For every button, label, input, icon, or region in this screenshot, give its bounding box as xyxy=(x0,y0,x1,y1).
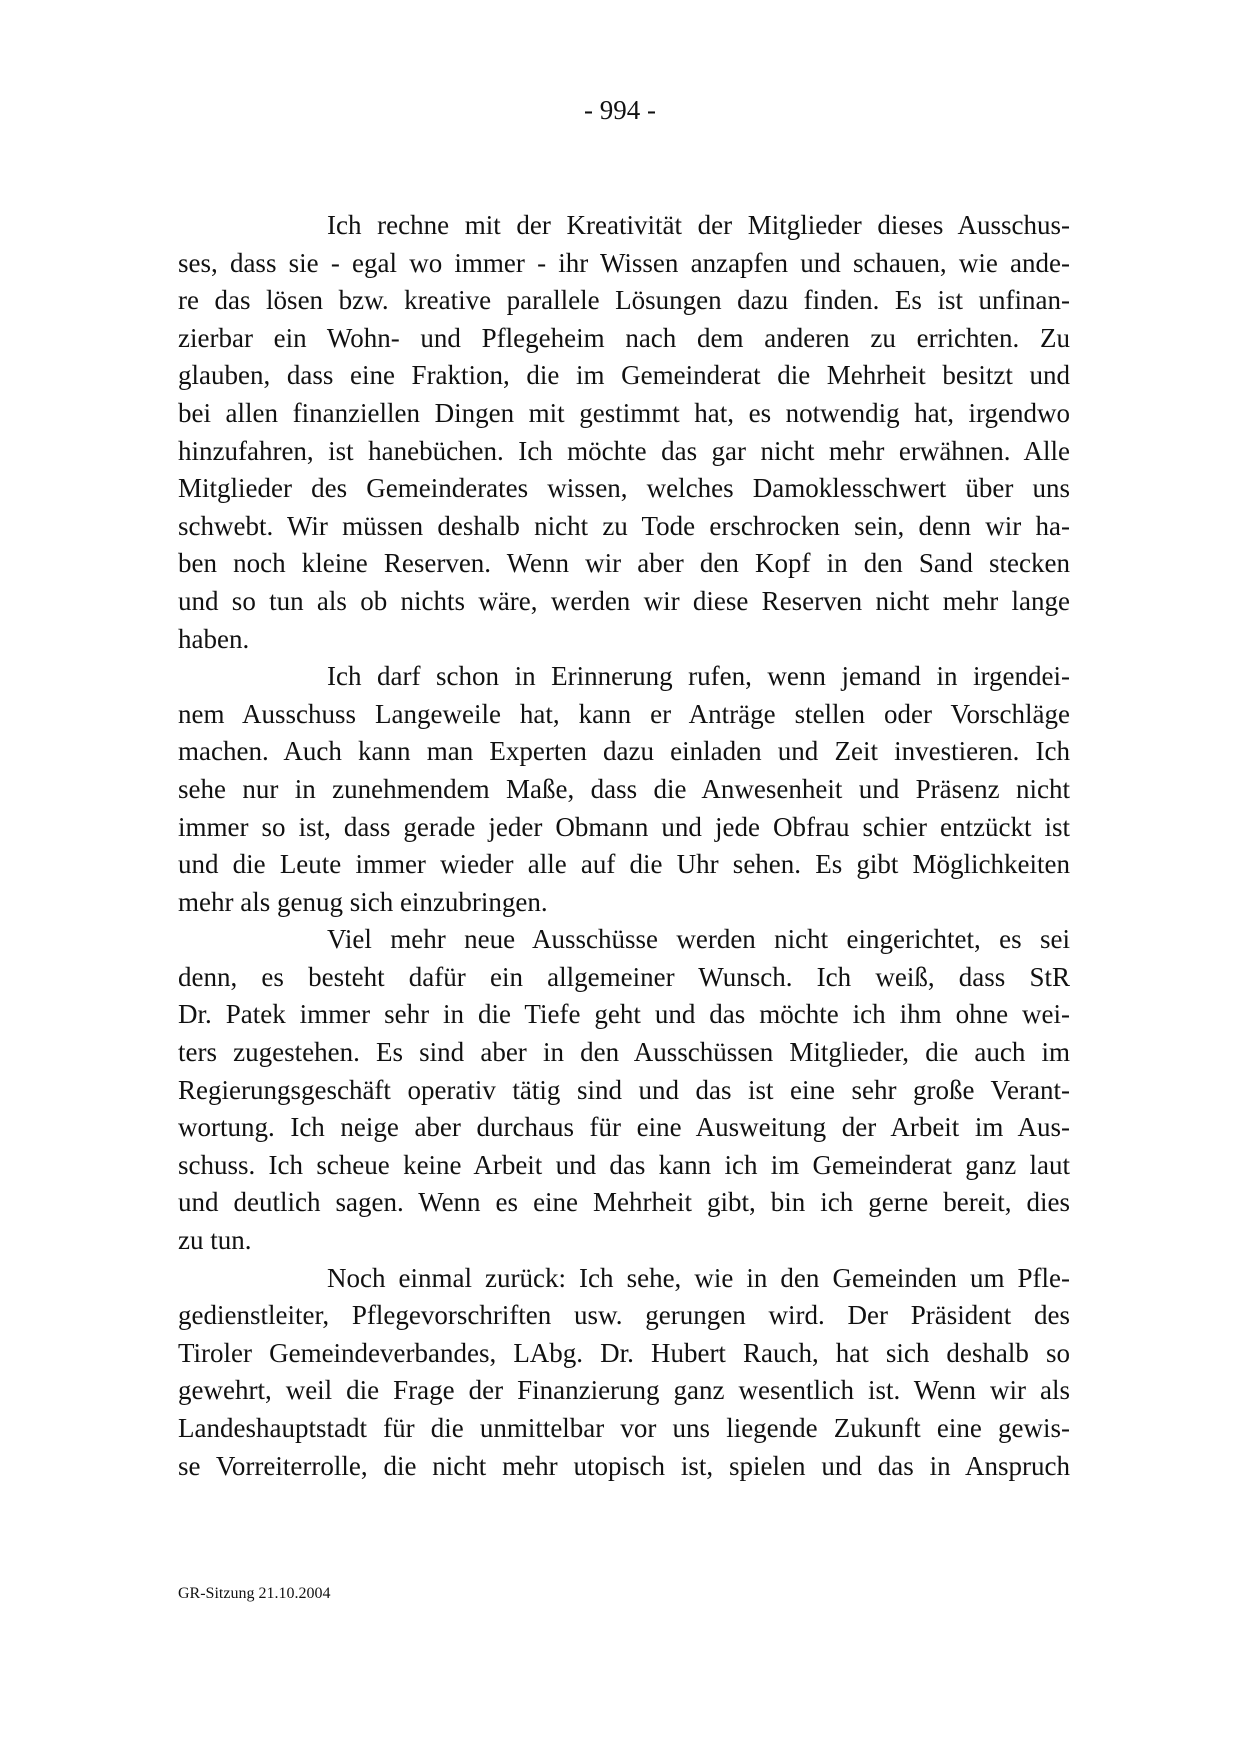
text-line: Ich rechne mit der Kreativität der Mitglieder dieses Ausschus- xyxy=(327,210,1070,240)
text-line: Viel mehr neue Ausschüsse werden nicht eingerichtet, es sei xyxy=(327,924,1070,955)
text-line: Noch einmal zurück: Ich sehe, wie in den Gemeinden um Pfle- xyxy=(327,1262,1070,1293)
text-line: bei allen finanziellen Dingen mit gestimmt hat, es notwendig hat, irgendwo xyxy=(178,397,1070,428)
page-number: - 994 - xyxy=(584,95,656,125)
text-line: gewehrt, weil die Frage der Finanzierung ganz wesentlich ist. Wenn wir als xyxy=(178,1375,1070,1406)
text-line: re das lösen bzw. kreative parallele Lösungen dazu finden. Es ist unfinan- xyxy=(178,285,1070,316)
text-line: und so tun als ob nichts wäre, werden wir diese Reserven nicht mehr lange xyxy=(178,585,1070,616)
text-line: zierbar ein Wohn- und Pflegeheim nach dem anderen zu errichten. Zu xyxy=(178,322,1070,353)
text-line: Ich darf schon in Erinnerung rufen, wenn jemand in irgendei- xyxy=(327,661,1070,692)
paragraph xyxy=(178,207,1070,658)
text-line: immer so ist, dass gerade jeder Obmann und jede Obfrau schier entzückt ist xyxy=(178,811,1070,842)
text-line: ters zugestehen. Es sind aber in den Ausschüssen Mitglieder, die auch im xyxy=(178,1037,1070,1068)
paragraph xyxy=(178,658,1070,921)
text-line: ben noch kleine Reserven. Wenn wir aber den Kopf in den Sand stecken xyxy=(178,548,1070,579)
paragraph xyxy=(178,1260,1070,1486)
body-text xyxy=(178,207,1070,1485)
text-line: zu tun. xyxy=(178,1225,252,1256)
text-line: Mitglieder des Gemeinderates wissen, welches Damoklesschwert über uns xyxy=(178,473,1070,504)
text-line: Landeshauptstadt für die unmittelbar vor uns liegende Zukunft eine gewis- xyxy=(178,1413,1070,1443)
text-line: schuss. Ich scheue keine Arbeit und das kann ich im Gemeinderat ganz laut xyxy=(178,1149,1070,1180)
text-line: haben. xyxy=(178,623,250,654)
text-line: ses, dass sie - egal wo immer - ihr Wissen anzapfen und schauen, wie ande- xyxy=(178,247,1070,278)
text-line: nem Ausschuss Langeweile hat, kann er Anträge stellen oder Vorschläge xyxy=(178,698,1070,729)
footer-session-date: GR-Sitzung 21.10.2004 xyxy=(178,1585,331,1602)
text-line: machen. Auch kann man Experten dazu einladen und Zeit investieren. Ich xyxy=(178,736,1070,767)
text-line: glauben, dass eine Fraktion, die im Gemeinderat die Mehrheit besitzt und xyxy=(178,360,1070,391)
text-line: denn, es besteht dafür ein allgemeiner Wunsch. Ich weiß, dass StR xyxy=(178,961,1070,992)
text-line: se Vorreiterrolle, die nicht mehr utopisch ist, spielen und das in Anspruch xyxy=(178,1450,1070,1481)
text-line: gedienstleiter, Pflegevorschriften usw. gerungen wird. Der Präsident des xyxy=(178,1300,1070,1331)
text-line: sehe nur in zunehmendem Maße, dass die Anwesenheit und Präsenz nicht xyxy=(178,773,1070,804)
text-line: und deutlich sagen. Wenn es eine Mehrheit gibt, bin ich gerne bereit, dies xyxy=(178,1187,1070,1218)
text-line: wortung. Ich neige aber durchaus für eine Ausweitung der Arbeit im Aus- xyxy=(178,1112,1070,1143)
text-line: mehr als genug sich einzubringen. xyxy=(178,886,548,917)
paragraph xyxy=(178,921,1070,1259)
text-line: und die Leute immer wieder alle auf die Uhr sehen. Es gibt Möglichkeiten xyxy=(178,849,1070,880)
text-line: hinzufahren, ist hanebüchen. Ich möchte das gar nicht mehr erwähnen. Alle xyxy=(178,435,1070,466)
text-line: schwebt. Wir müssen deshalb nicht zu Tode erschrocken sein, denn wir ha- xyxy=(178,510,1070,541)
text-line: Dr. Patek immer sehr in die Tiefe geht und das möchte ich ihm ohne wei- xyxy=(178,999,1070,1030)
text-line: Regierungsgeschäft operativ tätig sind und das ist eine sehr große Verant- xyxy=(178,1074,1070,1105)
text-line: Tiroler Gemeindeverbandes, LAbg. Dr. Hubert Rauch, hat sich deshalb so xyxy=(178,1337,1070,1368)
